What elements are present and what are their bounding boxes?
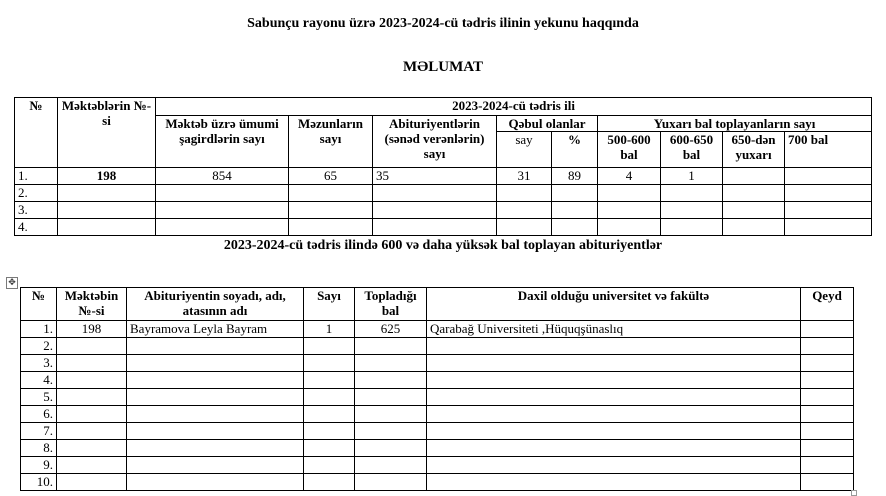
school-number-cell: 198 bbox=[58, 168, 156, 185]
school-number-cell bbox=[57, 406, 127, 423]
university-cell bbox=[427, 338, 801, 355]
score-cell bbox=[355, 423, 427, 440]
row-number-cell: 9. bbox=[21, 457, 57, 474]
applicants-cell bbox=[373, 185, 497, 202]
col-applicant-name-header: Abituriyentin soyadı, adı, atasının adı bbox=[127, 288, 304, 321]
note-cell bbox=[801, 474, 854, 491]
university-cell: Qarabağ Universiteti ,Hüquqşünaslıq bbox=[427, 321, 801, 338]
row-number-cell: 2. bbox=[21, 338, 57, 355]
table-row bbox=[21, 389, 854, 406]
score-cell bbox=[355, 372, 427, 389]
school-number-cell bbox=[57, 372, 127, 389]
col-note-header: Qeyd bbox=[801, 288, 854, 321]
score-700-cell bbox=[785, 185, 872, 202]
col-school-header: Məktəblərin №-si bbox=[58, 98, 156, 168]
row-number-cell: 5. bbox=[21, 389, 57, 406]
applicants-cell: 35 bbox=[373, 168, 497, 185]
col-number-header: № bbox=[15, 98, 58, 168]
row-number-cell: 4. bbox=[21, 372, 57, 389]
table-row bbox=[15, 185, 872, 202]
admitted-count-cell bbox=[497, 202, 552, 219]
note-cell bbox=[801, 372, 854, 389]
applicant-name-cell bbox=[127, 406, 304, 423]
admitted-count-cell bbox=[497, 219, 552, 236]
table-row bbox=[21, 338, 854, 355]
admitted-group-header: Qəbul olanlar bbox=[497, 116, 598, 132]
col-total-students-header: Məktəb üzrə ümumi şagirdlərin sayı bbox=[156, 116, 289, 168]
col-count-header: Sayı bbox=[304, 288, 355, 321]
total-students-cell bbox=[156, 202, 289, 219]
row-number-cell: 1. bbox=[21, 321, 57, 338]
document-title: Sabunçu rayonu üzrə 2023-2024-cü tədris ilinin yekunu haqqında bbox=[247, 16, 639, 31]
count-cell bbox=[304, 406, 355, 423]
admitted-count-cell: 31 bbox=[497, 168, 552, 185]
col-applicants-header: Abituriyentlərin (sənəd verənlərin) sayı bbox=[373, 116, 497, 168]
note-cell bbox=[801, 389, 854, 406]
score-500-600-cell bbox=[598, 185, 661, 202]
admitted-percent-cell bbox=[552, 185, 598, 202]
col-number-header: № bbox=[21, 288, 57, 321]
score-600-650-cell bbox=[661, 219, 723, 236]
score-700-cell bbox=[785, 202, 872, 219]
school-number-cell bbox=[57, 355, 127, 372]
graduates-cell: 65 bbox=[289, 168, 373, 185]
table-row bbox=[21, 406, 854, 423]
university-cell bbox=[427, 406, 801, 423]
university-cell bbox=[427, 372, 801, 389]
total-students-cell: 854 bbox=[156, 168, 289, 185]
table-row bbox=[21, 457, 854, 474]
school-number-cell: 198 bbox=[57, 321, 127, 338]
note-cell bbox=[801, 355, 854, 372]
table-row bbox=[15, 219, 872, 236]
score-500-600-header: 500-600 bal bbox=[598, 132, 661, 168]
count-cell bbox=[304, 389, 355, 406]
document-heading: MƏLUMAT bbox=[403, 59, 483, 75]
section-subtitle: 2023-2024-cü tədris ilində 600 və daha yüksək bal toplayan abituriyentlər bbox=[223, 238, 663, 253]
graduates-cell bbox=[289, 202, 373, 219]
score-500-600-cell bbox=[598, 202, 661, 219]
applicant-name-cell: Bayramova Leyla Bayram bbox=[127, 321, 304, 338]
school-number-cell bbox=[57, 338, 127, 355]
school-number-cell bbox=[57, 423, 127, 440]
move-handle-icon[interactable]: ✥ bbox=[6, 277, 18, 289]
col-school-header: Məktəbin №-si bbox=[57, 288, 127, 321]
score-600-650-header: 600-650 bal bbox=[661, 132, 723, 168]
graduates-cell bbox=[289, 185, 373, 202]
row-number-cell: 8. bbox=[21, 440, 57, 457]
table-row bbox=[15, 168, 872, 185]
row-number-cell: 6. bbox=[21, 406, 57, 423]
university-cell bbox=[427, 423, 801, 440]
score-600-650-cell bbox=[661, 202, 723, 219]
admitted-count-header: say bbox=[497, 132, 552, 168]
score-600-650-cell bbox=[661, 185, 723, 202]
col-university-header: Daxil olduğu universitet və fakültə bbox=[427, 288, 801, 321]
university-cell bbox=[427, 474, 801, 491]
score-500-600-cell: 4 bbox=[598, 168, 661, 185]
table-row bbox=[21, 355, 854, 372]
table-row bbox=[21, 474, 854, 491]
applicant-name-cell bbox=[127, 389, 304, 406]
table-row bbox=[21, 423, 854, 440]
applicant-name-cell bbox=[127, 372, 304, 389]
university-cell bbox=[427, 457, 801, 474]
row-number-cell: 10. bbox=[21, 474, 57, 491]
note-cell bbox=[801, 321, 854, 338]
graduates-cell bbox=[289, 219, 373, 236]
score-600-650-cell: 1 bbox=[661, 168, 723, 185]
school-number-cell bbox=[57, 440, 127, 457]
count-cell bbox=[304, 440, 355, 457]
row-number-cell: 4. bbox=[15, 219, 58, 236]
score-650-up-cell bbox=[723, 202, 785, 219]
count-cell: 1 bbox=[304, 321, 355, 338]
applicant-name-cell bbox=[127, 457, 304, 474]
count-cell bbox=[304, 372, 355, 389]
admitted-percent-cell bbox=[552, 219, 598, 236]
score-cell bbox=[355, 457, 427, 474]
score-cell bbox=[355, 389, 427, 406]
school-number-cell bbox=[58, 185, 156, 202]
score-cell bbox=[355, 338, 427, 355]
count-cell bbox=[304, 457, 355, 474]
applicant-name-cell bbox=[127, 423, 304, 440]
note-cell bbox=[801, 457, 854, 474]
applicant-name-cell bbox=[127, 440, 304, 457]
count-cell bbox=[304, 338, 355, 355]
admitted-percent-cell: 89 bbox=[552, 168, 598, 185]
university-cell bbox=[427, 389, 801, 406]
applicants-cell bbox=[373, 219, 497, 236]
admitted-percent-header: % bbox=[552, 132, 598, 168]
table-row bbox=[21, 440, 854, 457]
row-number-cell: 2. bbox=[15, 185, 58, 202]
score-700-header: 700 bal bbox=[785, 132, 872, 168]
note-cell bbox=[801, 406, 854, 423]
applicants-cell bbox=[373, 202, 497, 219]
score-700-cell bbox=[785, 168, 872, 185]
school-number-cell bbox=[58, 202, 156, 219]
row-number-cell: 1. bbox=[15, 168, 58, 185]
count-cell bbox=[304, 474, 355, 491]
score-700-cell bbox=[785, 219, 872, 236]
school-number-cell bbox=[57, 457, 127, 474]
high-score-group-header: Yuxarı bal toplayanların sayı bbox=[598, 116, 872, 132]
year-group-header: 2023-2024-cü tədris ili bbox=[156, 98, 872, 116]
col-graduates-header: Məzunların sayı bbox=[289, 116, 373, 168]
university-cell bbox=[427, 355, 801, 372]
table-resize-handle[interactable] bbox=[851, 490, 857, 496]
top-applicants-table bbox=[20, 287, 854, 491]
score-cell: 625 bbox=[355, 321, 427, 338]
applicant-name-cell bbox=[127, 338, 304, 355]
total-students-cell bbox=[156, 185, 289, 202]
count-cell bbox=[304, 423, 355, 440]
col-score-header: Topladığı bal bbox=[355, 288, 427, 321]
table-row bbox=[21, 372, 854, 389]
university-cell bbox=[427, 440, 801, 457]
score-cell bbox=[355, 355, 427, 372]
row-number-cell: 7. bbox=[21, 423, 57, 440]
score-650-up-cell bbox=[723, 168, 785, 185]
note-cell bbox=[801, 338, 854, 355]
score-650-up-cell bbox=[723, 185, 785, 202]
admitted-percent-cell bbox=[552, 202, 598, 219]
admitted-count-cell bbox=[497, 185, 552, 202]
school-number-cell bbox=[58, 219, 156, 236]
table-row bbox=[15, 202, 872, 219]
score-650-up-cell bbox=[723, 219, 785, 236]
score-cell bbox=[355, 474, 427, 491]
applicant-name-cell bbox=[127, 474, 304, 491]
score-cell bbox=[355, 440, 427, 457]
score-500-600-cell bbox=[598, 219, 661, 236]
note-cell bbox=[801, 423, 854, 440]
school-number-cell bbox=[57, 474, 127, 491]
applicant-name-cell bbox=[127, 355, 304, 372]
score-cell bbox=[355, 406, 427, 423]
total-students-cell bbox=[156, 219, 289, 236]
row-number-cell: 3. bbox=[21, 355, 57, 372]
school-number-cell bbox=[57, 389, 127, 406]
table-row bbox=[21, 321, 854, 338]
count-cell bbox=[304, 355, 355, 372]
note-cell bbox=[801, 440, 854, 457]
row-number-cell: 3. bbox=[15, 202, 58, 219]
summary-table bbox=[14, 97, 872, 236]
score-650-up-header: 650-dən yuxarı bbox=[723, 132, 785, 168]
